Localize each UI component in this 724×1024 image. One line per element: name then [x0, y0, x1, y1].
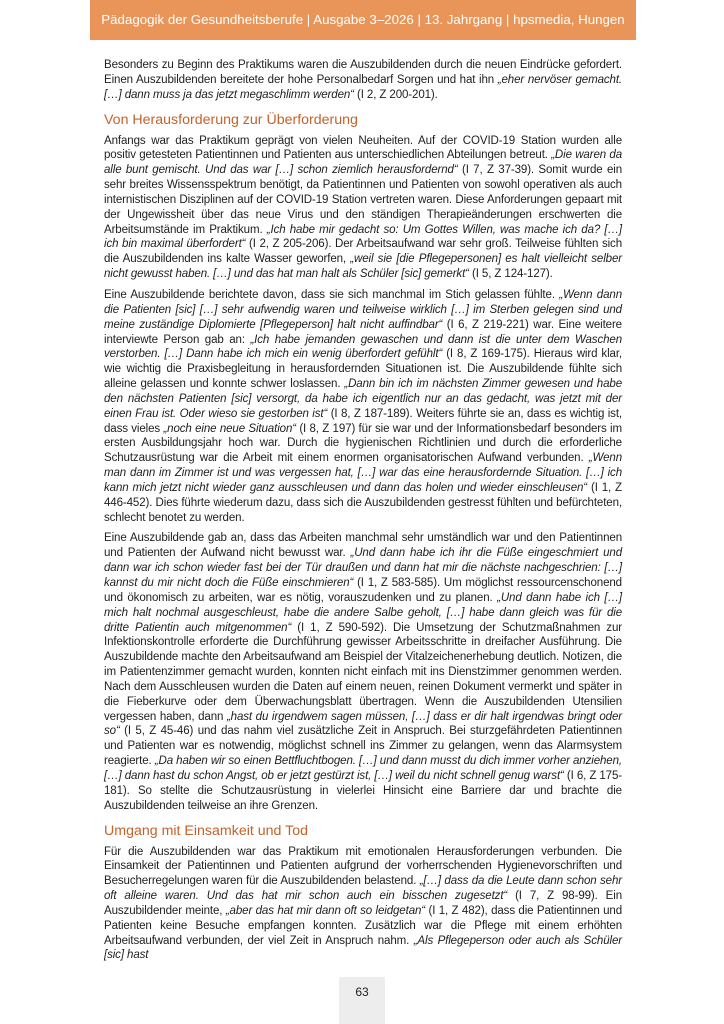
body-paragraph	[104, 134, 622, 282]
body-text: (I 5, Z 124-127).	[468, 268, 553, 281]
page-number-tab	[339, 977, 385, 1024]
body-text: (I 1, Z 446-452). Dies führte wiederum dazu, dass sich die Auszubildenden gestresst fühlten und befürchteten, schlecht benotet zu werden.	[104, 481, 622, 524]
body-text: (I 8, Z 187-189). Weiters führte sie an, dass es wichtig ist, dass vieles	[104, 407, 623, 435]
interview-quote: „Wenn dann die Patienten [sic] […] sehr aufwendig waren und teilweise wirklich […] im Sterben gelegen sind und meine zuständige Diplomierte [Pflegeperson] halt nicht auffindbar“	[104, 288, 622, 331]
body-text: (I 8, Z 197) für sie war und der Informationsbedarf besonders im ersten Ausbildungsjahr hoch war. Durch die hygienischen Richtlinien und durch die erforderliche Schutzausrüstung war die Arbeit mit einem enormen organisatorischen Aufwand verbunden.	[104, 422, 622, 465]
body-text: (I 5, Z 45-46) und das nahm viel zusätzliche Zeit in Anspruch. Bei sturzgefährdeten Patientinnen und Patienten war es notwendig, möglichst schnell ins Zimmer zu gelangen, wenn das Alarmsystem reagierte.	[104, 725, 622, 768]
body-text: (I 6, Z 175-181). So stellte die Schutzausrüstung in vielerlei Hinsicht eine Barriere dar und brachte die Auszubildenden teilweise an ihre Grenzen.	[104, 769, 622, 812]
body-text: (I 6, Z 219-221) war. Eine weitere interviewte Person gab an:	[104, 318, 622, 346]
body-text: (I 7, Z 37-39). Somit wurde ein sehr breites Wissensspektrum benötigt, da Patientinnen und Patienten von sowohl operativen als auch internistischen Disziplinen auf der COVID-19 Station vertreten waren. Diese Anforderungen gepaart mit der Ungewissheit über das neue Virus und den ständigen Therapieänderungen erschwerten die Arbeitsumstände im Praktikum.	[104, 164, 622, 236]
body-text: Besonders zu Beginn des Praktikums waren die Auszubildenden durch die neuen Eindrücke gefordert. Einen Auszubildenden bereitete der hohe Personalbedarf Sorgen und hat ihn	[104, 59, 622, 86]
interview-quote: „Ich habe mir gedacht so: Um Gottes Willen, was mache ich da? […] ich bin maximal überfordert“	[104, 223, 622, 251]
interview-quote: „weil sie [die Pflegepersonen] es halt vielleicht selber nicht gewusst haben. […] und das hat man halt als Schüler [sic] gemerkt“	[104, 253, 622, 281]
interview-quote: „Wenn man dann im Zimmer ist und was vergessen hat, […] war das eine herausfordernde Situation. […] ich kann mich jetzt nicht wieder ganz ausschleusen und dann das holen und wieder einschleusen“	[104, 452, 622, 494]
body-text: (I 1, Z 583-585). Um möglichst ressourcenschonend und ökonomisch zu arbeiten, war es nötig, vorauszudenken und zu planen.	[104, 577, 622, 604]
body-text: (I 7, Z 98-99). Ein Auszubildender meinte,	[104, 890, 623, 917]
interview-quote: „Die waren da alle bunt gemischt. Und das war […] schon ziemlich herausfordernd“	[104, 149, 622, 177]
interview-quote: „[…] dass da die Leute dann schon sehr oft alleine waren. Und das hat mir schon auch ein bisschen zugesetzt“	[104, 875, 622, 903]
body-paragraph	[104, 845, 622, 964]
interview-quote: „eher nervöser gemacht. […] dann muss ja das jetzt megaschlimm werden“	[104, 73, 622, 101]
article-body	[104, 58, 622, 969]
interview-quote: „Und dann habe ich ihr die Füße eingeschmiert und dann war ich schon wieder fast bei der Tür draußen und dann hat mir die nächste nachgeschrien: […] kannst du mir nicht doch die Füße einschmieren“	[104, 547, 622, 589]
interview-quote: „Da haben wir so einen Bettfluchtbogen. […] und dann musst du dich immer vorher anziehen, […] dann hast du schon Angst, ob er jetzt gestürzt ist, […] weil du nicht schnell genug warst“	[104, 755, 623, 782]
body-text: (I 2, Z 200-201).	[353, 88, 438, 101]
body-paragraph	[104, 531, 622, 813]
interview-quote: „Und dann habe ich […] mich halt nochmal ausgeschleust, habe die andere Salbe geholt, […] habe dann gleich was für die dritte Patientin auch mitgenommen“	[104, 591, 622, 634]
body-text: Eine Auszubildende gab an, dass das Arbeiten manchmal sehr umständlich war und den Patientinnen und Patienten der Aufwand nicht bewusst war.	[104, 532, 622, 560]
body-text: (I 1, Z 590-592). Die Umsetzung der Schutzmaßnahmen zur Infektionskontrolle erforderte die Durchführung gewisser Arbeitsschritte in dreifacher Ausführung. Die Auszubildende machte den Arbeitsaufwand am Beispiel der Vitalzeichenerhebung deutlich. Notizen, die im Patientenzimmer gemacht wurden, konnten nicht einfach mit ins Dienstzimmer genommen werden. Nach dem Ausschleusen wurden die Daten auf einem neuen, reinen Dokument vermerkt und später in die Fieberkurve oder dem Überwachungsblatt übertragen. Wenn die Auszubildenden Utensilien vergessen haben, dann	[104, 621, 622, 723]
interview-quote: „hast du irgendwem sagen müssen, […] dass er dir halt irgendwas bringt oder so“	[104, 710, 622, 738]
running-header-text: Pädagogik der Gesundheitsberufe | Ausgabe 3–2026 | 13. Jahrgang | hpsmedia, Hungen	[101, 12, 625, 27]
page-number: 63	[355, 985, 369, 999]
body-paragraph	[104, 58, 622, 103]
body-text: Anfangs war das Praktikum geprägt von vielen Neuheiten. Auf der COVID-19 Station wurden alle positiv getesteten Patientinnen und Patienten aus unterschiedlichen Abteilungen betreut.	[104, 134, 622, 162]
section-heading: Umgang mit Einsamkeit und Tod	[104, 822, 308, 839]
body-text: Eine Auszubildende berichtete davon, dass sie sich manchmal im Stich gelassen fühlte.	[104, 288, 560, 301]
interview-quote: „aber das hat mir dann oft so leidgetan“	[225, 904, 426, 917]
body-paragraph	[104, 288, 622, 526]
body-text: Für die Auszubildenden war das Praktikum mit emotionalen Herausforderungen verbunden. Die Einsamkeit der Patientinnen und Patienten aufgrund der vorherrschenden Hygienevorschriften und Besucherregelungen waren für die Auszubildenden belastend.	[104, 845, 622, 888]
interview-quote: „Als Pflegeperson oder auch als Schüler [sic] hast	[104, 934, 622, 962]
interview-quote: „Dann bin ich im nächsten Zimmer gewesen und habe den nächsten Patienten [sic] versorgt, da habe ich eigentlich nur an das gedacht, was jetzt mit der einen Frau ist. Oder wieso sie gestorben ist“	[104, 378, 622, 420]
running-header	[90, 0, 636, 40]
body-text: (I 2, Z 205-206). Der Arbeitsaufwand war sehr groß. Teilweise fühlten sich die Auszubildenden ins kalte Wasser geworfen,	[104, 238, 623, 266]
body-text: (I 8, Z 169-175). Hieraus wird klar, wie wichtig die Praxisbegleitung in herausfordernden Situationen ist. Die Auszubildende fühlte sich alleine gelassen und konnte schwer loslassen.	[104, 348, 622, 391]
body-text: (I 1, Z 482), dass die Patientinnen und Patienten keine Besuche empfangen konnten. Zusätzlich war die Pflege mit einem erhöhten Arbeitsaufwand verbunden, der viel Zeit in Anspruch nahm.	[104, 904, 623, 947]
interview-quote: „noch eine neue Situation“	[163, 422, 296, 435]
section-heading: Von Herausforderung zur Überforderung	[104, 111, 358, 128]
interview-quote: „Ich habe jemanden gewaschen und dann ist die unter dem Waschen verstorben. […] Dann habe ich mich ein wenig überfordert gefühlt“	[104, 333, 623, 361]
